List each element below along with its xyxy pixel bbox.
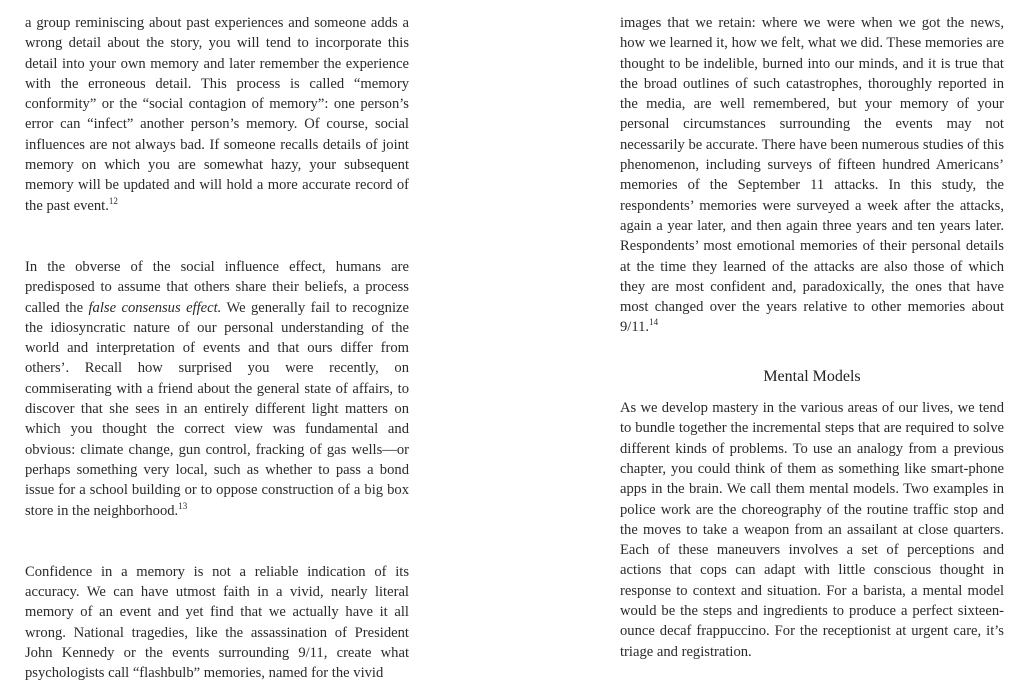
right-paragraph-2-text: As we develop mastery in the various areas of our lives, we tend to bundle together the incremental steps that are required to solve different kinds of problems. To use an analogy from a previous chapter, you could think of them as something like smart-phone apps in the brain. We call them mental models. Two examples in police work are the choreography of the routine traffic stop and the moves to take a weapon from an assailant at close quarters. Each of these maneuvers involves a set of perceptions and actions that cops can adapt with little conscious thought in response to context and situation. For a barista, a mental model would be the steps and ingredients to produce a perfect sixteen-ounce decaf frappuccino. For the receptionist at urgent care, it’s triage and registration.	[620, 400, 1004, 660]
left-paragraph-1-text: a group reminiscing about past experiences and someone adds a wrong detail about the story, you will tend to incorporate this detail into your own memory and later remember the experience with the erroneous detail. This process is called “memory conformity” or the “social contagion of memory”: one person’s error can “infect” another person’s memory. Of course, social influences are not always bad. If someone recalls details of joint memory on which you are somewhat hazy, your subsequent memory will be updated and will hold a more accurate record of the past event.	[25, 15, 409, 214]
right-paragraph-1-text: images that we retain: where we were when we got the news, how we learned it, how we felt, what we did. These memories are thought to be indelible, burned into our minds, and it is true that the broad outlines of such catastrophes, thoroughly reported in the media, are well remembered, but your memory of your personal circumstances surrounding the events may not necessarily be accurate. There have been numerous studies of this phenomenon, including surveys of fifteen hundred Americans’ memories of the September 11 attacks. In this study, the respondents’ memories were surveyed a week after the attacks, again a year later, and then again three years and ten years later. Respondents’ most emotional memories of their personal details at the time they learned of the attacks are also those of which they are most confident and, paradoxically, the ones that have most changed over the years relative to other memories about 9/11.	[620, 15, 1004, 336]
paragraph-gap	[25, 216, 409, 257]
right-paragraph-2	[620, 398, 1004, 662]
left-paragraph-3	[25, 562, 409, 684]
footnote-marker-13: 13	[178, 500, 188, 511]
right-paragraph-1	[620, 13, 1004, 338]
left-paragraph-2-after: We generally fail to recognize the idiosyncratic nature of our personal understanding of the world and interpretation of events and that ours differ from others’. Recall how surprised you were recently, on commiserating with a friend about the general state of affairs, to discover that she sees in an entirely different light matters on which you thought the correct view was fundamental and obvious: climate change, gun control, fracking of gas wells—or perhaps something very local, such as whether to pass a bond issue for a school building or to oppose construction of a big box store in the neighborhood.	[25, 299, 409, 519]
left-paragraph-1	[25, 13, 409, 216]
left-paragraph-3-text: Confidence in a memory is not a reliable indication of its accuracy. We can have utmost faith in a vivid, nearly literal memory of an event and yet find that we actually have it all wrong. National tragedies, like the assassination of President John Kennedy or the events surrounding 9/11, create what psychologists call “flashbulb” memories, named for the vivid	[25, 563, 409, 682]
footnote-marker-12: 12	[108, 195, 118, 206]
left-column	[25, 13, 409, 684]
right-column	[620, 13, 1004, 662]
left-paragraph-2	[25, 257, 409, 521]
section-heading-mental-models: Mental Models	[763, 367, 861, 385]
footnote-marker-14: 14	[649, 317, 659, 328]
left-paragraph-2-before: In the obverse of the social influence effect, humans are predisposed to assume that others share their beliefs, a process called the	[25, 258, 409, 316]
false-consensus-term: false consensus effect.	[88, 299, 222, 316]
paragraph-gap	[25, 521, 409, 562]
